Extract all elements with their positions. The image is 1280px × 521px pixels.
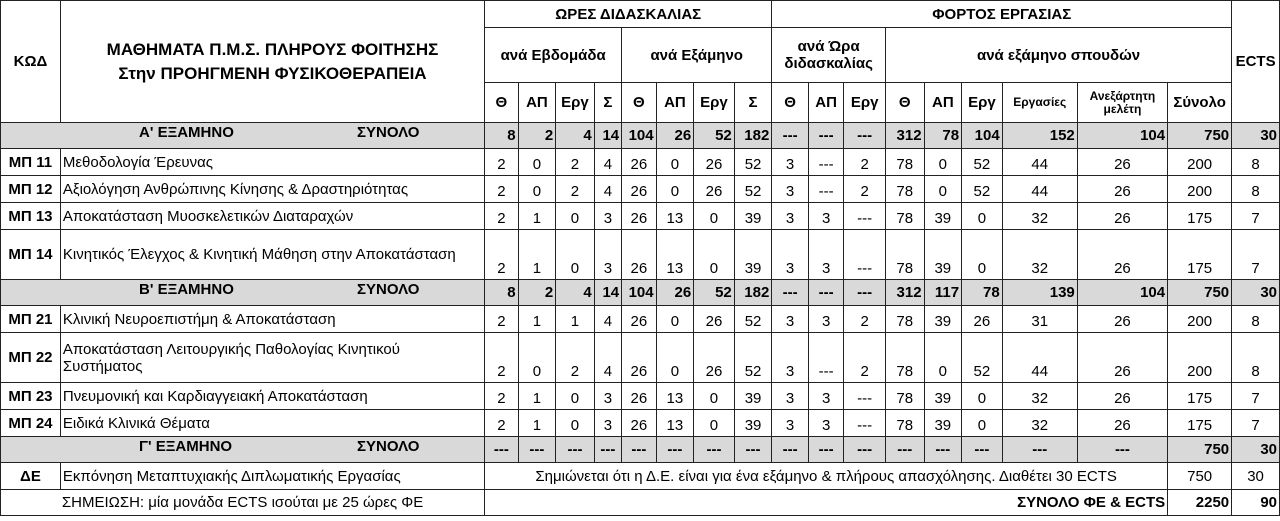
course-value: 3	[772, 306, 809, 333]
course-value: 0	[924, 149, 962, 176]
course-value: 2	[485, 306, 518, 333]
course-value: 3	[772, 149, 809, 176]
course-value: 3	[772, 410, 809, 437]
semester-total-cell: 104	[622, 280, 657, 306]
subheader: Θ	[622, 83, 657, 123]
subheader: Σ	[594, 83, 621, 123]
semester-total-cell: 30	[1232, 123, 1280, 149]
semester-row	[1, 437, 1280, 463]
course-value: 0	[694, 383, 735, 410]
title-line1: ΜΑΘΗΜΑΤΑ Π.Μ.Σ. ΠΛΗΡΟΥΣ ΦΟΙΤΗΣΗΣ	[106, 39, 439, 59]
course-name: Αξιολόγηση Ανθρώπινης Κίνησης & Δραστηριότητας	[60, 176, 484, 203]
course-value: 2	[485, 410, 518, 437]
subheader: Ανεξάρτητη μελέτη	[1077, 83, 1167, 123]
semester-total-cell: ---	[656, 437, 694, 463]
semester-total-cell: ---	[808, 437, 844, 463]
course-value: 26	[622, 306, 657, 333]
course-value: 26	[1077, 176, 1167, 203]
course-code: ΜΠ 23	[1, 383, 61, 410]
course-value: 4	[594, 149, 621, 176]
semester-total-cell: 52	[694, 123, 735, 149]
course-name: Κλινική Νευροεπιστήμη & Αποκατάσταση	[60, 306, 484, 333]
page-title	[60, 1, 484, 123]
course-value: 78	[885, 149, 924, 176]
course-value: 78	[885, 203, 924, 230]
course-value: 26	[622, 203, 657, 230]
course-value: 39	[734, 410, 772, 437]
course-value: 78	[885, 410, 924, 437]
semester-total-cell: ---	[734, 437, 772, 463]
course-value: 32	[1002, 203, 1077, 230]
course-value: 39	[734, 203, 772, 230]
course-code: ΜΠ 13	[1, 203, 61, 230]
course-value: 175	[1168, 410, 1232, 437]
course-row	[1, 176, 1280, 203]
semester-total-cell: 52	[694, 280, 735, 306]
semester-total-cell: 182	[734, 280, 772, 306]
course-value: 0	[962, 203, 1003, 230]
semester-total-cell: ---	[808, 280, 844, 306]
semester-total-cell: ---	[556, 437, 595, 463]
course-value: ---	[844, 410, 886, 437]
course-value: 2	[485, 383, 518, 410]
course-value: 26	[1077, 333, 1167, 383]
semester-total-cell: ---	[1002, 437, 1077, 463]
grand-total: 2250	[1168, 490, 1232, 516]
thesis-name: Εκπόνηση Μεταπτυχιακής Διπλωματικής Εργασίας	[60, 463, 484, 490]
course-value: 26	[694, 176, 735, 203]
course-value: 200	[1168, 176, 1232, 203]
semester-total-cell: 26	[656, 123, 694, 149]
course-value: 39	[924, 203, 962, 230]
course-code: ΜΠ 12	[1, 176, 61, 203]
course-value: 3	[772, 176, 809, 203]
course-row	[1, 383, 1280, 410]
course-value: 3	[594, 203, 621, 230]
semester-total-cell: ---	[772, 280, 809, 306]
course-value: 7	[1232, 383, 1280, 410]
course-value: 0	[556, 230, 595, 280]
course-row	[1, 410, 1280, 437]
course-value: 78	[885, 383, 924, 410]
semester-name: Α' ΕΞΑΜΗΝΟ	[139, 124, 234, 141]
grand-ects: 90	[1232, 490, 1280, 516]
course-value: 0	[924, 176, 962, 203]
subheader: Εργ	[556, 83, 595, 123]
subheader: Θ	[485, 83, 518, 123]
subheader: ΑΠ	[808, 83, 844, 123]
course-value: 3	[808, 410, 844, 437]
header-per-study-semester: ανά εξάμηνο σπουδών	[885, 28, 1231, 83]
semester-label-cell	[1, 280, 485, 306]
semester-total-cell: 104	[962, 123, 1003, 149]
semester-total-cell: 139	[1002, 280, 1077, 306]
semester-label-cell	[1, 123, 485, 149]
semester-total-cell: 78	[924, 123, 962, 149]
semester-total-cell: ---	[924, 437, 962, 463]
semester-sum-label: ΣΥΝΟΛΟ	[357, 438, 420, 455]
footer-note: ΣΗΜΕΙΩΣΗ: μία μονάδα ECTS ισούται με 25 ώρες ΦΕ	[1, 490, 485, 516]
course-value: 1	[518, 306, 556, 333]
course-value: 0	[556, 203, 595, 230]
course-value: 2	[556, 149, 595, 176]
course-value: 2	[556, 333, 595, 383]
course-value: 200	[1168, 149, 1232, 176]
semester-total-cell: 8	[485, 280, 518, 306]
course-value: 0	[656, 306, 694, 333]
course-value: 39	[924, 383, 962, 410]
footer-row	[1, 490, 1280, 516]
course-value: 44	[1002, 149, 1077, 176]
subheader: Σύνολο	[1168, 83, 1232, 123]
semester-row	[1, 280, 1280, 306]
semester-total-cell: ---	[962, 437, 1003, 463]
course-value: 0	[924, 333, 962, 383]
course-code: ΜΠ 11	[1, 149, 61, 176]
course-value: 8	[1232, 306, 1280, 333]
course-value: 8	[1232, 149, 1280, 176]
course-value: 26	[622, 149, 657, 176]
course-value: 32	[1002, 230, 1077, 280]
semester-total-cell: 182	[734, 123, 772, 149]
course-code: ΜΠ 14	[1, 230, 61, 280]
semester-total-cell: ---	[518, 437, 556, 463]
semester-total-cell: 2	[518, 280, 556, 306]
course-value: 175	[1168, 230, 1232, 280]
semester-total-cell: 78	[962, 280, 1003, 306]
course-value: 26	[694, 306, 735, 333]
course-value: 13	[656, 230, 694, 280]
title-line2: Στην ΠΡΟΗΓΜΕΝΗ ΦΥΣΙΚΟΘΕΡΑΠΕΙΑ	[118, 63, 427, 83]
semester-total-cell: ---	[694, 437, 735, 463]
course-value: 52	[962, 176, 1003, 203]
course-value: ---	[808, 333, 844, 383]
semester-total-cell: ---	[808, 123, 844, 149]
course-value: 2	[485, 230, 518, 280]
semester-total-cell: ---	[885, 437, 924, 463]
course-value: 26	[622, 410, 657, 437]
semester-total-cell: 312	[885, 123, 924, 149]
course-name: Πνευμονική και Καρδιαγγειακή Αποκατάσταση	[60, 383, 484, 410]
semester-total-cell: 312	[885, 280, 924, 306]
course-value: 78	[885, 333, 924, 383]
semester-total-cell: 4	[556, 123, 595, 149]
course-value: 3	[772, 383, 809, 410]
course-value: 0	[694, 230, 735, 280]
course-value: 175	[1168, 383, 1232, 410]
header-ects: ECTS	[1232, 1, 1280, 123]
semester-total-cell: ---	[772, 123, 809, 149]
course-value: 200	[1168, 333, 1232, 383]
course-name: Αποκατάσταση Μυοσκελετικών Διαταραχών	[60, 203, 484, 230]
course-value: 39	[924, 306, 962, 333]
course-value: 3	[594, 383, 621, 410]
semester-total-cell: 2	[518, 123, 556, 149]
subheader: Εργ	[844, 83, 886, 123]
course-value: 13	[656, 410, 694, 437]
course-value: 26	[962, 306, 1003, 333]
course-value: 0	[656, 176, 694, 203]
semester-total-cell: 750	[1168, 437, 1232, 463]
header-workload: ΦΟΡΤΟΣ ΕΡΓΑΣΙΑΣ	[772, 1, 1232, 28]
course-value: 26	[1077, 410, 1167, 437]
course-value: 39	[734, 383, 772, 410]
course-value: 39	[924, 410, 962, 437]
subheader: Εργ	[694, 83, 735, 123]
course-value: 26	[622, 383, 657, 410]
course-value: 31	[1002, 306, 1077, 333]
course-value: 26	[1077, 306, 1167, 333]
semester-total-cell: 104	[1077, 123, 1167, 149]
semester-total-cell: ---	[844, 280, 886, 306]
course-value: 4	[594, 306, 621, 333]
course-value: 52	[734, 306, 772, 333]
course-value: 26	[694, 149, 735, 176]
course-value: 0	[962, 383, 1003, 410]
course-value: 13	[656, 203, 694, 230]
header-code: ΚΩΔ	[1, 1, 61, 123]
semester-total-cell: 104	[622, 123, 657, 149]
course-value: 1	[518, 383, 556, 410]
semester-name: Γ' ΕΞΑΜΗΝΟ	[139, 438, 233, 455]
semester-sum-label: ΣΥΝΟΛΟ	[357, 281, 420, 298]
thesis-code: ΔΕ	[1, 463, 61, 490]
header-per-hour: ανά Ώρα διδασκαλίας	[772, 28, 886, 83]
thesis-row	[1, 463, 1280, 490]
course-code: ΜΠ 21	[1, 306, 61, 333]
course-value: 1	[518, 410, 556, 437]
semester-total-cell: 8	[485, 123, 518, 149]
semester-total-cell: ---	[1077, 437, 1167, 463]
course-value: 2	[485, 149, 518, 176]
semester-total-cell: ---	[485, 437, 518, 463]
course-name: Ειδικά Κλινικά Θέματα	[60, 410, 484, 437]
course-value: 26	[622, 333, 657, 383]
course-value: 2	[485, 176, 518, 203]
semester-total-cell: 117	[924, 280, 962, 306]
course-value: ---	[844, 383, 886, 410]
course-value: ---	[844, 230, 886, 280]
course-value: 0	[518, 176, 556, 203]
thesis-total: 750	[1168, 463, 1232, 490]
semester-total-cell: ---	[772, 437, 809, 463]
course-value: 1	[518, 230, 556, 280]
course-value: 200	[1168, 306, 1232, 333]
course-value: 44	[1002, 333, 1077, 383]
header-per-week: ανά Εβδομάδα	[485, 28, 622, 83]
course-value: 3	[594, 410, 621, 437]
semester-row	[1, 123, 1280, 149]
course-name: Κινητικός Έλεγχος & Κινητική Μάθηση στην Αποκατάσταση	[60, 230, 484, 280]
thesis-ects: 30	[1232, 463, 1280, 490]
subheader: ΑΠ	[924, 83, 962, 123]
semester-total-cell: ---	[844, 437, 886, 463]
course-value: 0	[962, 410, 1003, 437]
course-value: 3	[808, 306, 844, 333]
semester-total-cell: 30	[1232, 280, 1280, 306]
course-name: Μεθοδολογία Έρευνας	[60, 149, 484, 176]
semester-name: Β' ΕΞΑΜΗΝΟ	[139, 281, 234, 298]
course-value: 2	[844, 149, 886, 176]
subheader: Σ	[734, 83, 772, 123]
course-value: 3	[808, 203, 844, 230]
course-value: 1	[556, 306, 595, 333]
course-value: 7	[1232, 410, 1280, 437]
course-value: 78	[885, 306, 924, 333]
subheader: Εργασίες	[1002, 83, 1077, 123]
course-value: 0	[518, 333, 556, 383]
semester-total-cell: 4	[556, 280, 595, 306]
thesis-note: Σημιώνεται ότι η Δ.Ε. είναι για ένα εξάμηνο & πλήρους απασχόλησης. Διαθέτει 30 ECTS	[485, 463, 1168, 490]
course-value: 0	[556, 383, 595, 410]
semester-total-cell: 750	[1168, 280, 1232, 306]
semester-sum-label: ΣΥΝΟΛΟ	[357, 124, 420, 141]
header-per-semester: ανά Εξάμηνο	[622, 28, 772, 83]
course-row	[1, 230, 1280, 280]
semester-total-cell: ---	[622, 437, 657, 463]
subheader: ΑΠ	[656, 83, 694, 123]
course-code: ΜΠ 22	[1, 333, 61, 383]
course-value: 32	[1002, 410, 1077, 437]
semester-total-cell: 26	[656, 280, 694, 306]
course-value: 26	[1077, 149, 1167, 176]
course-row	[1, 306, 1280, 333]
course-value: 8	[1232, 176, 1280, 203]
course-value: 52	[734, 149, 772, 176]
course-value: 44	[1002, 176, 1077, 203]
course-value: 8	[1232, 333, 1280, 383]
course-code: ΜΠ 24	[1, 410, 61, 437]
semester-total-cell: 14	[594, 123, 621, 149]
course-value: 32	[1002, 383, 1077, 410]
course-value: 39	[924, 230, 962, 280]
course-value: 52	[962, 149, 1003, 176]
course-value: 2	[485, 203, 518, 230]
semester-label-cell	[1, 437, 485, 463]
course-value: 0	[656, 333, 694, 383]
semester-total-cell: 750	[1168, 123, 1232, 149]
subheader: ΑΠ	[518, 83, 556, 123]
course-value: ---	[808, 176, 844, 203]
course-value: 3	[594, 230, 621, 280]
header-teaching-hours: ΩΡΕΣ ΔΙΔΑΣΚΑΛΙΑΣ	[485, 1, 772, 28]
semester-total-cell: 152	[1002, 123, 1077, 149]
course-value: 52	[962, 333, 1003, 383]
course-value: 3	[808, 230, 844, 280]
course-name: Αποκατάσταση Λειτουργικής Παθολογίας Κινητικού Συστήματος	[60, 333, 484, 383]
course-value: 0	[556, 410, 595, 437]
course-value: 0	[518, 149, 556, 176]
course-value: ---	[808, 149, 844, 176]
course-value: 0	[694, 410, 735, 437]
course-value: 26	[622, 176, 657, 203]
semester-total-cell: 14	[594, 280, 621, 306]
course-value: 2	[844, 333, 886, 383]
course-value: 1	[518, 203, 556, 230]
subheader: Θ	[772, 83, 809, 123]
course-value: 3	[808, 383, 844, 410]
course-value: 4	[594, 333, 621, 383]
course-row	[1, 149, 1280, 176]
subheader: Εργ	[962, 83, 1003, 123]
course-value: 3	[772, 203, 809, 230]
course-value: 3	[772, 333, 809, 383]
course-value: 4	[594, 176, 621, 203]
course-row	[1, 203, 1280, 230]
semester-total-cell: ---	[844, 123, 886, 149]
course-value: 13	[656, 383, 694, 410]
course-value: 52	[734, 333, 772, 383]
course-value: 26	[694, 333, 735, 383]
course-value: 0	[656, 149, 694, 176]
course-value: 7	[1232, 230, 1280, 280]
course-value: 78	[885, 230, 924, 280]
course-value: 2	[844, 306, 886, 333]
semester-total-cell: 104	[1077, 280, 1167, 306]
course-value: 26	[1077, 230, 1167, 280]
grand-total-label: ΣΥΝΟΛΟ ΦΕ & ECTS	[485, 490, 1168, 516]
course-value: ---	[844, 203, 886, 230]
semester-total-cell: 30	[1232, 437, 1280, 463]
course-value: 2	[844, 176, 886, 203]
course-value: 2	[556, 176, 595, 203]
course-value: 0	[962, 230, 1003, 280]
course-value: 78	[885, 176, 924, 203]
course-value: 52	[734, 176, 772, 203]
course-value: 3	[772, 230, 809, 280]
course-value: 39	[734, 230, 772, 280]
semester-total-cell: ---	[594, 437, 621, 463]
course-value: 2	[485, 333, 518, 383]
course-value: 26	[1077, 383, 1167, 410]
course-value: 175	[1168, 203, 1232, 230]
course-value: 7	[1232, 203, 1280, 230]
course-value: 26	[1077, 203, 1167, 230]
subheader: Θ	[885, 83, 924, 123]
course-value: 0	[694, 203, 735, 230]
course-row	[1, 333, 1280, 383]
course-value: 26	[622, 230, 657, 280]
